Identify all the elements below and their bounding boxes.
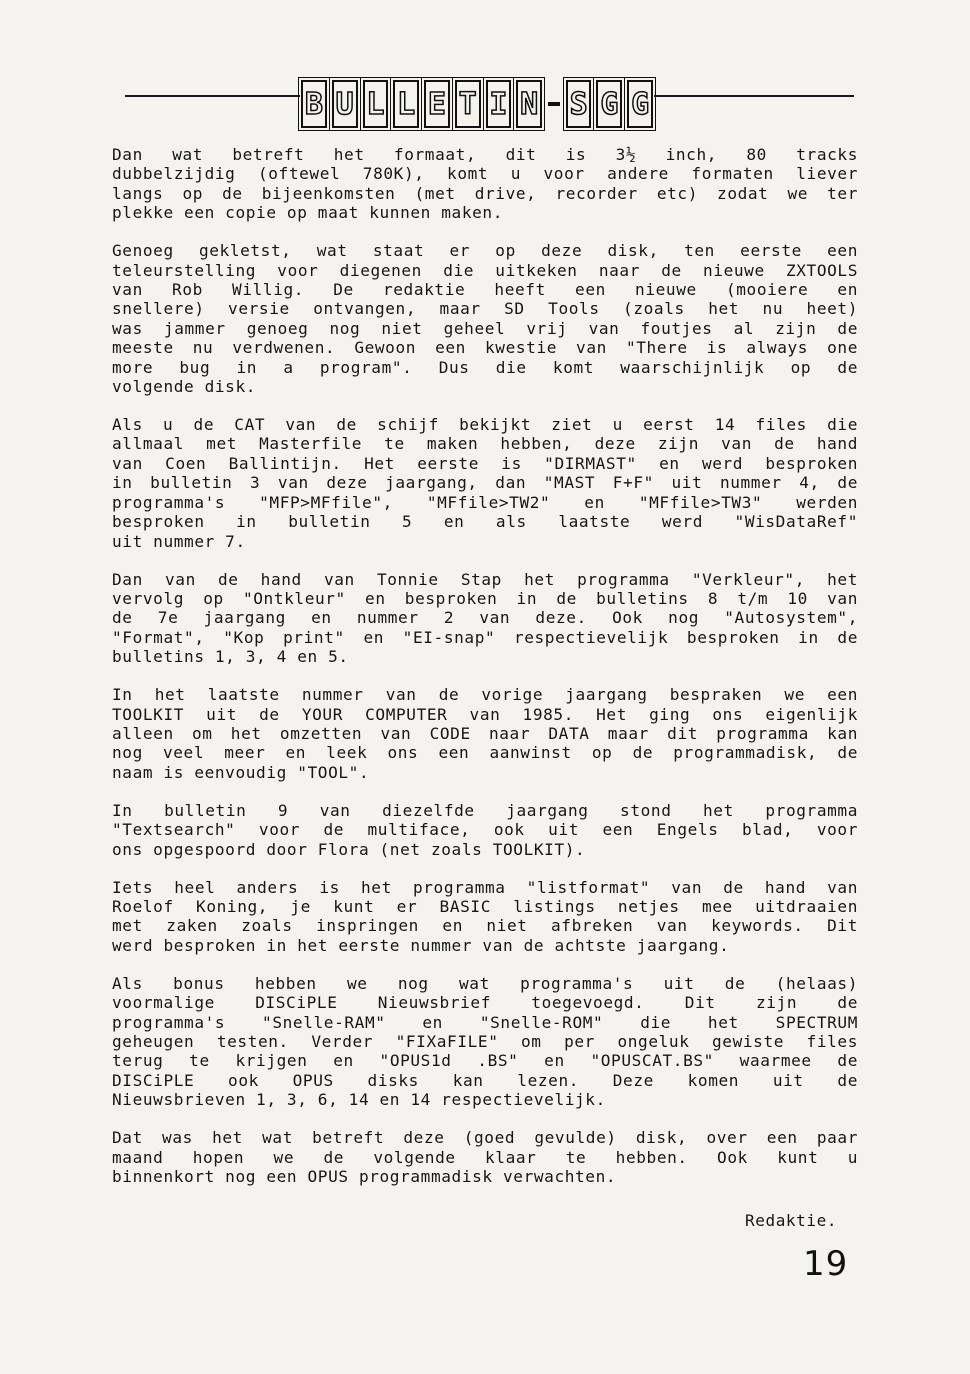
- logo-letter: L: [363, 80, 389, 128]
- text-line: Genoeg gekletst, wat staat er op deze disk, ten eerste een: [112, 241, 858, 261]
- logo-letter: G: [627, 80, 653, 128]
- text-line: TOOLKIT uit de YOUR COMPUTER van 1985. Het ging ons eigenlijk: [112, 704, 858, 724]
- header-rule-left: [125, 95, 300, 97]
- bulletin-sgg-logo: [300, 78, 654, 130]
- text-line: meeste nu verdwenen. Gewoon een kwestie van "There is always one: [112, 338, 858, 358]
- text-line: DISCiPLE ook OPUS disks kan lezen. Deze komen uit de: [112, 1070, 858, 1090]
- text-line: allmaal met Masterfile te maken hebben, deze zijn van de hand: [112, 434, 858, 454]
- text-line: volgende disk.: [112, 377, 257, 397]
- text-line: ons opgespoord door Flora (net zoals TOOLKIT).: [112, 839, 586, 859]
- text-line: langs op de bijeenkomsten (met drive, recorder etc) zodat we ter: [112, 183, 858, 203]
- paragraph: [112, 145, 858, 223]
- logo-letter: E: [424, 80, 450, 128]
- text-line: snellere) versie ontvangen, maar SD Tools (zoals het nu heet): [112, 299, 858, 319]
- paragraph: [112, 974, 858, 1110]
- page-number: 19: [803, 1244, 849, 1284]
- text-line: besproken in bulletin 5 en als laatste werd "WisDataRef": [112, 512, 858, 532]
- text-line: Dan wat betreft het formaat, dit is 3½ inch, 80 tracks: [112, 145, 858, 164]
- text-line: van Rob Willig. De redaktie heeft een nieuwe (mooiere en: [112, 280, 858, 300]
- text-line: Roelof Koning, je kunt er BASIC listings netjes mee uitdraaien: [112, 896, 858, 916]
- text-line: "Format", "Kop print" en "EI-snap" respectievelijk besproken in de: [112, 627, 858, 647]
- text-line: in bulletin 3 van deze jaargang, dan "MAST F+F" uit nummer 4, de: [112, 473, 858, 493]
- text-line: vervolg op "Ontkleur" en besproken in de bulletins 8 t/m 10 van: [112, 588, 858, 608]
- text-line: Dan van de hand van Tonnie Stap het programma "Verkleur", het: [112, 569, 858, 589]
- signoff: Redaktie.: [745, 1211, 838, 1230]
- paragraph: [112, 570, 858, 667]
- text-line: uit nummer 7.: [112, 531, 246, 551]
- article-body: [112, 145, 858, 1205]
- text-line: "Textsearch" voor de multiface, ook uit een Engels blad, voor: [112, 820, 858, 840]
- text-line: nog veel meer en leek ons een aanwinst op de programmadisk, de: [112, 743, 858, 763]
- logo-letter: T: [455, 80, 481, 128]
- text-line: was jammer genoeg nog niet geheel vrij van foutjes al zijn de: [112, 318, 858, 338]
- text-line: In bulletin 9 van diezelfde jaargang stond het programma: [112, 800, 858, 820]
- text-line: In het laatste nummer van de vorige jaargang bespraken we een: [112, 685, 858, 705]
- text-line: terug te krijgen en "OPUS1d .BS" en "OPUSCAT.BS" waarmee de: [112, 1051, 858, 1071]
- text-line: Dat was het wat betreft deze (goed gevulde) disk, over een paar: [112, 1128, 858, 1148]
- text-line: bulletins 1, 3, 4 en 5.: [112, 647, 349, 667]
- header-rule-right: [654, 95, 854, 97]
- text-line: de 7e jaargang en nummer 2 van deze. Ook nog "Autosystem",: [112, 608, 858, 628]
- logo-letter: S: [566, 80, 592, 128]
- text-line: Nieuwsbrieven 1, 3, 6, 14 en 14 respectievelijk.: [112, 1090, 606, 1110]
- text-line: met zaken zoals inspringen en niet afbreken van keywords. Dit: [112, 916, 858, 936]
- text-line: more bug in a program". Dus die komt waarschijnlijk op de: [112, 357, 858, 377]
- text-line: Iets heel anders is het programma "listformat" van de hand van: [112, 877, 858, 897]
- text-line: geheugen testen. Verder "FIXaFILE" om per ongeluk gewiste files: [112, 1032, 858, 1051]
- logo-letter: B: [301, 80, 327, 128]
- text-line: Als bonus hebben we nog wat programma's uit de (helaas): [112, 973, 858, 993]
- logo-letter: L: [393, 80, 419, 128]
- text-line: dubbelzijdig (oftewel 780K), komt u voor andere formaten liever: [112, 164, 858, 184]
- logo-letter: N: [516, 80, 542, 128]
- logo-letter: G: [596, 80, 622, 128]
- text-line: alleen om het omzetten van CODE naar DATA maar dit programma kan: [112, 723, 858, 743]
- text-line: programma's "Snelle-RAM" en "Snelle-ROM" die het SPECTRUM: [112, 1012, 858, 1032]
- text-line: naam is eenvoudig "TOOL".: [112, 762, 370, 782]
- text-line: plekke een copie op maat kunnen maken.: [112, 203, 503, 223]
- paragraph: [112, 241, 858, 396]
- logo-letter: U: [332, 80, 358, 128]
- paragraph: [112, 1128, 858, 1186]
- text-line: van Coen Ballintijn. Het eerste is "DIRMAST" en werd besproken: [112, 453, 858, 473]
- paragraph: [112, 415, 858, 551]
- text-line: teleurstelling voor diegenen die uitkeken naar de nieuwe ZXTOOLS: [112, 260, 858, 280]
- logo-letter: I: [486, 80, 512, 128]
- paragraph: [112, 685, 858, 782]
- text-line: maand hopen we de volgende klaar te hebben. Ook kunt u: [112, 1147, 858, 1167]
- text-line: voormalige DISCiPLE Nieuwsbrief toegevoegd. Dit zijn de: [112, 993, 858, 1013]
- text-line: programma's "MFP>MFfile", "MFfile>TW2" en "MFfile>TW3" werden: [112, 492, 858, 512]
- logo-divider: [548, 102, 560, 106]
- paragraph: [112, 878, 858, 956]
- text-line: binnenkort nog een OPUS programmadisk verwachten.: [112, 1167, 617, 1187]
- paragraph: [112, 801, 858, 859]
- text-line: werd besproken in het eerste nummer van de achtste jaargang.: [112, 935, 730, 955]
- text-line: Als u de CAT van de schijf bekijkt ziet u eerst 14 files die: [112, 415, 858, 435]
